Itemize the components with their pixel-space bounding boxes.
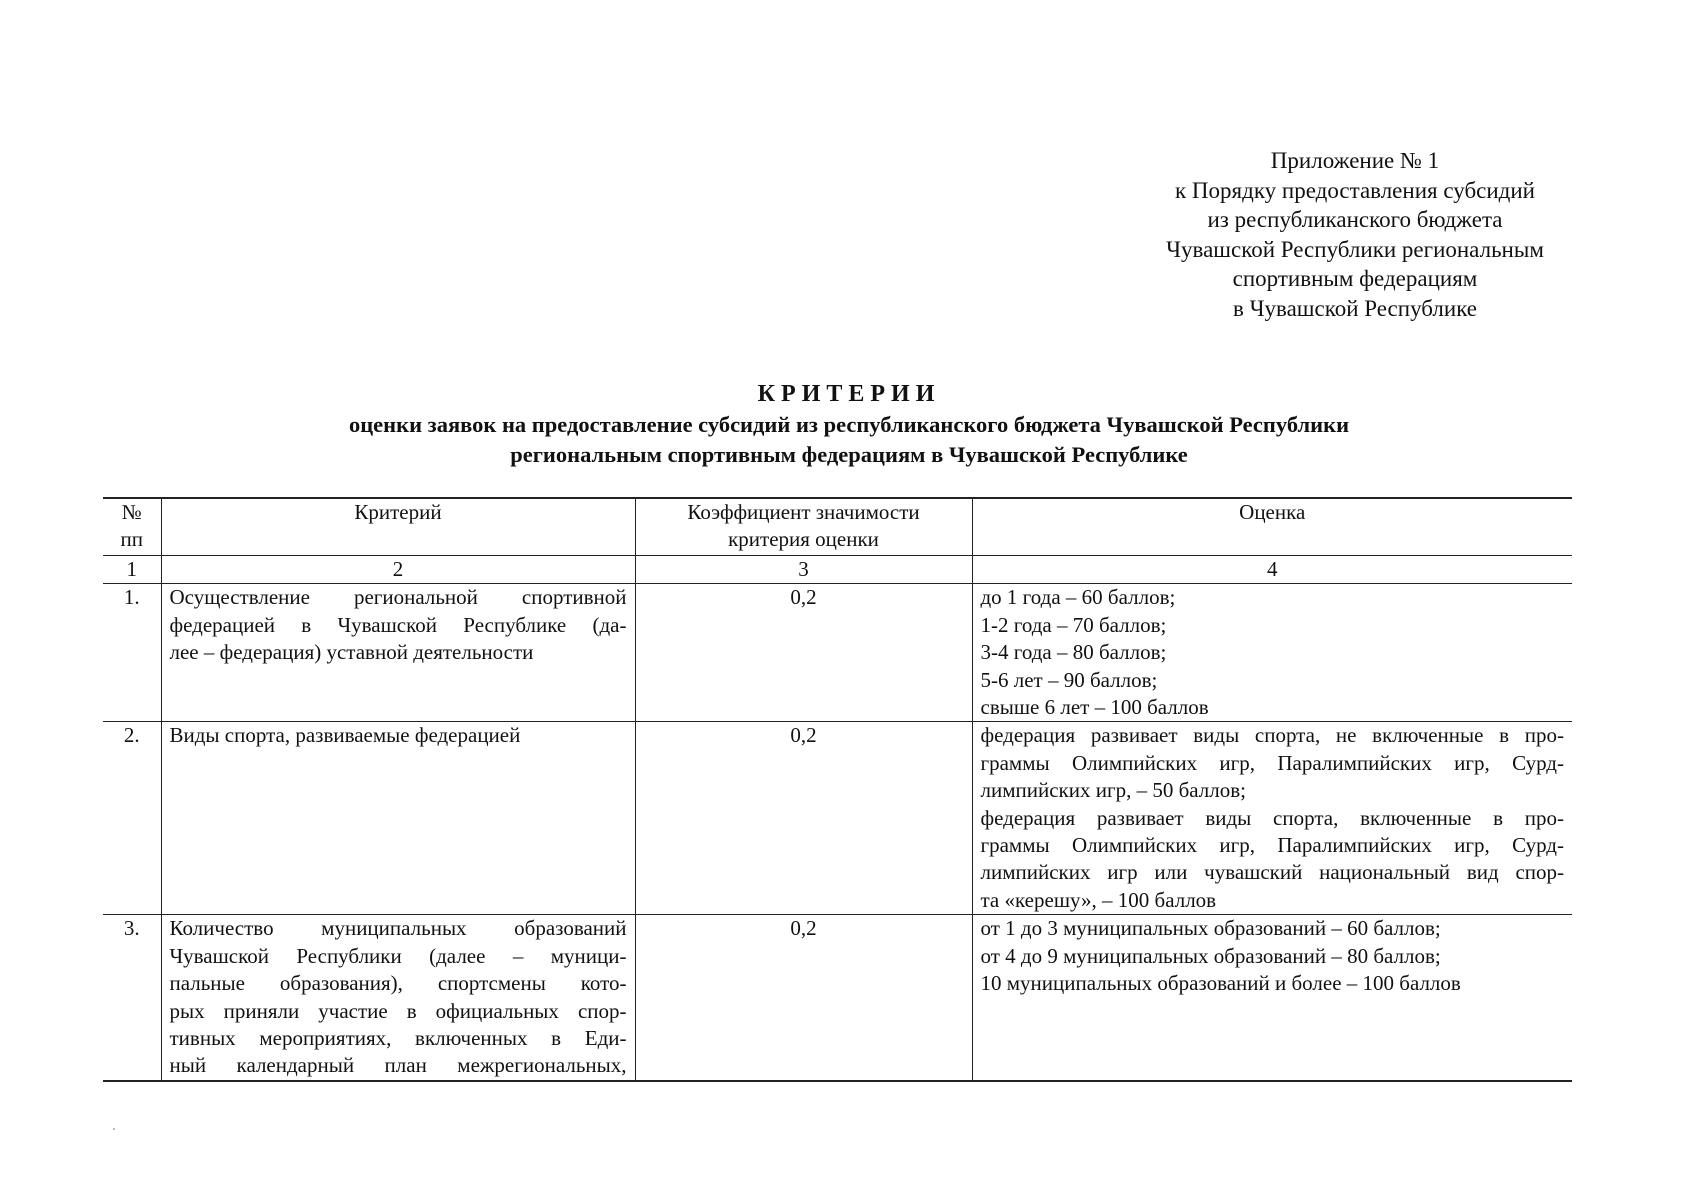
appendix-line: в Чувашской Республике	[1232, 295, 1477, 321]
criterion-line: рых приняли участие в официальных спор-	[169, 998, 627, 1023]
score-line: та «керешу», – 100 баллов	[980, 887, 1217, 912]
criteria-table	[103, 497, 1572, 1082]
header-coefficient	[635, 498, 972, 556]
header-criterion-label: Критерий	[354, 500, 442, 524]
header-num-line: №	[121, 500, 142, 524]
criterion-line: пальные образования), спортсмены кото-	[169, 971, 627, 996]
row-criterion	[161, 915, 635, 1081]
row-criterion	[161, 722, 635, 915]
score-line: от 4 до 9 муниципальных образований – 80 баллов;	[980, 943, 1441, 968]
table-header-row	[103, 498, 1572, 556]
row-coefficient: 0,2	[635, 722, 972, 915]
row-criterion	[161, 584, 635, 722]
row-coefficient: 0,2	[635, 915, 972, 1081]
score-line: 3-4 года – 80 баллов;	[980, 640, 1167, 665]
row-number: 2.	[103, 722, 161, 915]
header-coefficient-line: Коэффициент значимости	[687, 500, 920, 524]
document-subtitle-line: оценки заявок на предоставление субсидий из республиканского бюджета Чувашской Республики	[348, 412, 1350, 437]
score-line: граммы Олимпийских игр, Паралимпийских игр, Сурд-	[980, 750, 1564, 775]
document-title: КРИТЕРИИ	[757, 381, 941, 407]
score-line: лимпийских игр, – 50 баллов;	[980, 778, 1246, 803]
score-line: федерация развивает виды спорта, не включенные в про-	[980, 723, 1564, 748]
row-coefficient: 0,2	[635, 584, 972, 722]
score-line: граммы Олимпийских игр, Паралимпийских игр, Сурд-	[980, 833, 1564, 858]
column-number: 2	[161, 556, 635, 584]
header-score	[972, 498, 1572, 556]
appendix-line: Чувашской Республики региональным	[1166, 236, 1544, 262]
criterion-line: федерацией в Чувашской Республике (да-	[169, 612, 627, 637]
criterion-line: ный календарный план межрегиональных,	[169, 1053, 627, 1078]
row-number: 1.	[103, 584, 161, 722]
column-number: 1	[103, 556, 161, 584]
score-line: лимпийских игр или чувашский национальный вид спор-	[980, 860, 1564, 885]
column-number: 3	[635, 556, 972, 584]
score-line: свыше 6 лет – 100 баллов	[980, 695, 1209, 720]
criterion-line: Количество муниципальных образований	[169, 916, 627, 941]
table-row	[103, 915, 1572, 1081]
row-score	[972, 722, 1572, 915]
header-num-line: пп	[120, 527, 143, 552]
header-num	[103, 498, 161, 556]
score-line: от 1 до 3 муниципальных образований – 60 баллов;	[980, 916, 1441, 941]
criterion-line: Осуществление региональной спортивной	[169, 585, 627, 610]
appendix-block	[1120, 146, 1590, 323]
score-line: 5-6 лет – 90 баллов;	[980, 667, 1158, 692]
criterion-line: Чувашской Республики (далее – муници-	[169, 943, 627, 968]
score-line: 1-2 года – 70 баллов;	[980, 612, 1167, 637]
appendix-line: Приложение № 1	[1270, 148, 1440, 173]
row-number: 3.	[103, 915, 161, 1081]
scan-dot	[113, 1128, 115, 1130]
criterion-line: лее – федерация) уставной деятельности	[169, 640, 534, 665]
table-row	[103, 584, 1572, 722]
row-score	[972, 584, 1572, 722]
score-line: федерация развивает виды спорта, включенные в про-	[980, 805, 1564, 830]
column-number: 4	[972, 556, 1572, 584]
header-score-label: Оценка	[1239, 500, 1306, 524]
criterion-line: Виды спорта, развиваемые федерацией	[169, 723, 521, 748]
document-heading	[150, 379, 1548, 470]
score-line: до 1 года – 60 баллов;	[980, 585, 1176, 610]
header-criterion	[161, 498, 635, 556]
column-number-row	[103, 556, 1572, 584]
criterion-line: тивных мероприятиях, включенных в Еди-	[169, 1026, 627, 1051]
appendix-line: из республиканского бюджета	[1207, 207, 1503, 232]
table-row	[103, 722, 1572, 915]
header-coefficient-line: критерия оценки	[728, 527, 879, 552]
row-score	[972, 915, 1572, 1081]
appendix-line: спортивным федерациям	[1232, 266, 1478, 291]
document-subtitle-line: региональным спортивным федерациям в Чувашской Республике	[510, 442, 1188, 467]
appendix-line: к Порядку предоставления субсидий	[1175, 177, 1535, 203]
score-line: 10 муниципальных образований и более – 100 баллов	[980, 971, 1461, 996]
